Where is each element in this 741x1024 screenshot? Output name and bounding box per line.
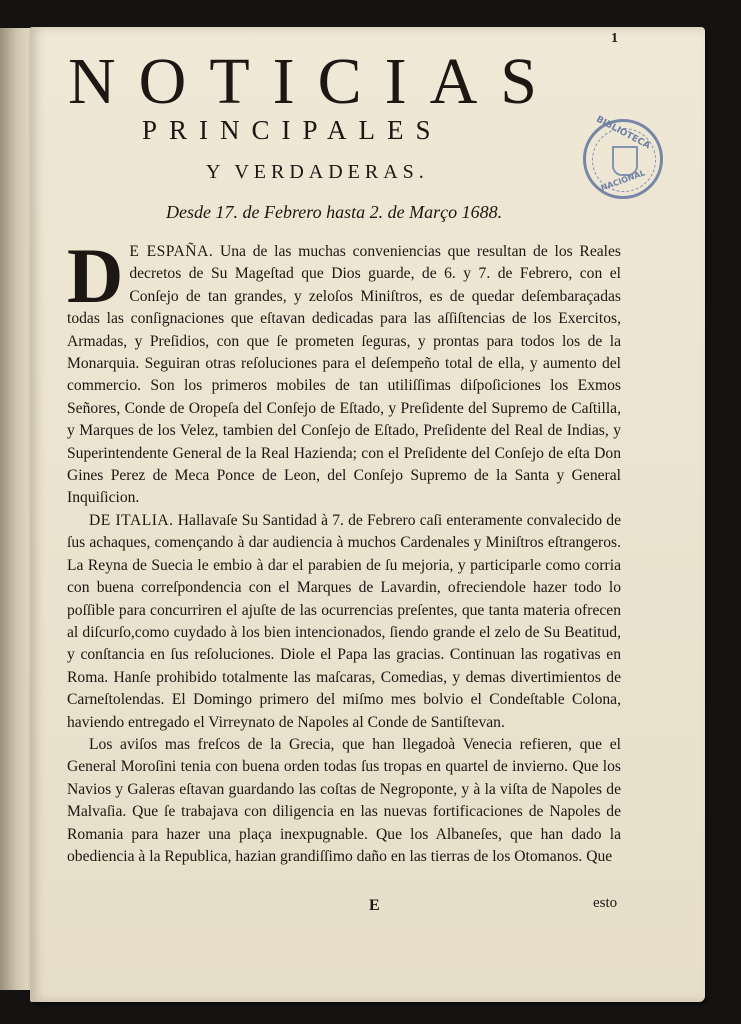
date-range: Desde 17. de Febrero hasta 2. de Março 1688.	[166, 202, 503, 222]
library-stamp-icon	[583, 114, 663, 199]
signature-mark: E	[369, 897, 380, 914]
drop-cap: D	[67, 232, 124, 319]
stamp-text-bottom: NACIONAL	[599, 168, 647, 193]
paragraph-italy	[67, 510, 621, 734]
folio-number: 1	[611, 31, 618, 46]
paragraph-spain	[67, 232, 621, 510]
page-subtitle-secondary: Y VERDADERAS.	[206, 161, 429, 183]
section-heading-italy: DE ITALIA.	[89, 511, 174, 529]
paragraph-greece-text: Los aviſos mas freſcos de la Grecia, que han llegadoà Venecia refieren, que el General Moroſini tenia con buena orden todas ſus tropas en quartel de invierno. Que los Navios y Galeras eſtavan guardando las coſtas de Negroponte, y à la viſta de Napoles de Malvaſia. Que ſe trabajava con diligencia en las nuevas fortificaciones de Napoles de Romania para hazer una plaça inexpugnable. Que los Albaneſes, que han dado la obediencia à la Republica, hazian grandiſſimo daño en las tierras de los Otomanos. Que	[67, 735, 621, 865]
section-heading-spain: E ESPAÑA.	[129, 243, 214, 260]
paragraph-greece	[67, 734, 621, 868]
facing-page-edge	[0, 28, 31, 990]
page-title: NOTICIAS	[68, 45, 560, 118]
page-subtitle: PRINCIPALES	[142, 115, 443, 145]
document-page	[30, 27, 705, 1002]
catchword: esto	[593, 895, 618, 911]
paragraph-italy-text: Hallavaſe Su Santidad à 7. de Febrero caſi enteramente convalecido de ſus achaques, començando à dar audiencia à muchos Cardenales y Miniſtros eſtrangeros. La Reyna de Suecia le embio à dar el parabien de ſu mejoria, y participarle como corria con buena correſpondencia con el Marques de Lavardin, ofreciendole hazer todo lo poſſible para concurriren el ajuſte de las ocurrencias preſentes, que tanta materia ofrecen al diſcurſo,como cuydado à los bien intencionados, ſiendo grande el zelo de Su Beatitud, y conſtancia en ſus reſoluciones. Diole el Papa las gracias. Continuan las rogativas en Roma. Hanſe prohibido totalmente las maſcaras, Comedias, y demas divertimientos de Carneſtolendas. El Domingo primero del miſmo mes bolvio el Condeſtable Colona, haviendo entregado el Virreynato de Napoles al Conde de Santiſtevan.	[67, 511, 621, 731]
stamp-text-top: BIBLIOTECA	[594, 114, 652, 152]
paragraph-spain-text: Una de las muchas conveniencias que resultan de los Reales decretos de Su Mageſtad que Dios guarde, de 6. y 7. de Febrero, con el Conſejo de tan grandes, y zeloſos Miniſtros, es de quedar deſembaraçadas todas las conſignaciones que eſtavan dedicadas para las aſſiſtencias de los Exercitos, Armadas, y Preſidios, con que ſe prometen ſeguras, y prontas para todos los de la Monarquia. Seguiran otras reſoluciones para el deſempeño total de ella, y aumento del commercio. Son los primeros mobiles de tan utiliſſimas diſpoſiciones los Exmos Señores, Conde de Oropeſa del Conſejo de Eſtado, y Preſidente del Supremo de Caſtilla, y Marques de los Velez, tambien del Conſejo de Eſtado, Preſidente del Real de Indias, y Superintendente General de la Real Hazienda; con el Preſidente del Conſejo de eſta Don Gines Perez de Meca Ponce de Leon, del Conſejo Supremo de la Santa y General Inquiſicion.	[67, 243, 621, 507]
article-body	[67, 232, 621, 868]
